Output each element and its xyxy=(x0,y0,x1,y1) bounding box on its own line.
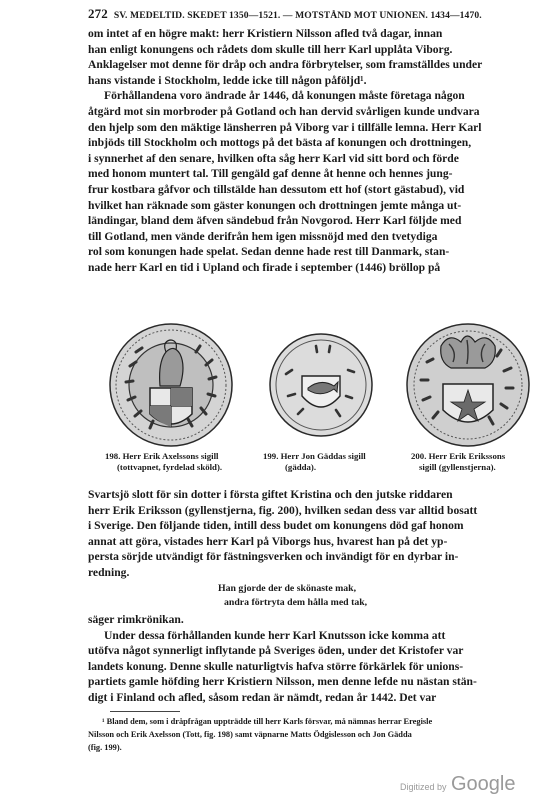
text-line: frur kostbara gåfvor och tillstälde han dessutom ett hof (stort gästabud), vid xyxy=(88,182,465,196)
figure-captions xyxy=(105,451,535,481)
seal-figures xyxy=(108,322,508,452)
text-line: partiets gamle höfding herr Kristiern Nilsson, men denne lefde nu nästan stän- xyxy=(88,675,477,689)
watermark-brand: Google xyxy=(450,773,516,795)
running-header xyxy=(88,6,528,22)
seal-gadda-icon xyxy=(268,332,374,438)
figure-caption-198 xyxy=(105,451,222,473)
text-line: landets konung. Denne skulle naturligtvis hafva större förkärlek för unions- xyxy=(88,659,464,673)
seal-gyllenstjerna-icon xyxy=(405,322,531,448)
verse-quote xyxy=(218,582,478,610)
body-text-top xyxy=(88,26,528,276)
text-line: nade herr Karl en tid i Upland och firade i september (1446) bröllop på xyxy=(88,260,441,274)
text-line: Under dessa förhållanden kunde herr Karl Knutsson icke komma att xyxy=(104,628,446,642)
text-line: i Sverige. Den följande tiden, intill dess budet om konungens död gaf honom xyxy=(88,519,464,533)
body-text-low xyxy=(88,612,528,706)
text-line: om intet af en högre makt: herr Kristiern Nilsson afled två dagar, innan xyxy=(88,27,443,40)
figure-caption-200 xyxy=(411,451,505,473)
text-line: åtgärd mot sin morbroder på Gotland och han dervid svårligen kunde undvara xyxy=(88,104,480,118)
caption-line: 199. Herr Jon Gäddas sigill xyxy=(263,451,366,461)
text-line: han enligt konungens och rådets dom skulle till herr Karl upplåta Viborg. xyxy=(88,42,453,56)
footnote-line: (fig. 199). xyxy=(88,743,122,752)
text-line: med honom muntert tal. Till gengäld gaf denne åt henne och hennes jung- xyxy=(88,167,453,181)
verse-line: Han gjorde der de skönaste mak, xyxy=(218,583,357,594)
text-line: den hjelp som den mäktige länsherren på Viborg var i tillfälle lemna. Herr Karl xyxy=(88,120,482,134)
footnote-line: Nilsson och Erik Axelsson (Tott, fig. 198) samt väpnarne Matts Ödgislesson och Jon Gädda xyxy=(88,730,412,739)
text-line: redning. xyxy=(88,565,130,579)
text-line: inbjöds till Stockholm och mottogs på det bästa af konungen och drottningen, xyxy=(88,136,472,150)
footnote-line: ¹ Bland dem, som i dråpfrågan uppträdde till herr Karls försvar, må nämnas herrar Eregisle xyxy=(102,717,433,726)
text-line: i synnerhet af den senare, hvilken ofta såg herr Karl vid sitt bord och förde xyxy=(88,151,459,165)
watermark-prefix: Digitized by xyxy=(400,782,447,792)
page-number: 272 xyxy=(88,6,108,21)
caption-line: 198. Herr Erik Axelssons sigill xyxy=(105,451,219,461)
caption-line: sigill (gyllenstjerna). xyxy=(419,462,496,472)
caption-line: (tottvapnet, fyrdelad sköld). xyxy=(117,462,223,472)
text-line: Förhållandena voro ändrade år 1446, då konungen måste företaga någon xyxy=(104,89,465,103)
footnote xyxy=(88,715,528,754)
text-line: digt i Finland och afled, såsom redan är nämdt, redan år 1442. Det var xyxy=(88,690,437,704)
google-watermark xyxy=(400,773,515,796)
text-line: hans vistande i Stockholm, ledde icke till någon påföljd¹. xyxy=(88,73,367,87)
text-line: rol som konungen hade spelat. Sedan denne hade rest till Danmark, stan- xyxy=(88,245,450,259)
caption-line: 200. Herr Erik Erikssons xyxy=(411,451,506,461)
text-line: Svartsjö slott för sin dotter i första giftet Kristina och den jutske riddaren xyxy=(88,488,453,501)
caption-line: (gädda). xyxy=(285,462,317,472)
seal-tott-icon xyxy=(108,322,234,448)
text-line: utöfva något synnerligt inflytande på Sveriges öden, under det Kristofer var xyxy=(88,644,464,658)
text-line: till Gotland, men vände derifrån hem igen missnöjd med den tvetydiga xyxy=(88,229,438,243)
footnote-rule xyxy=(110,711,180,712)
text-line: hvilket han räknade som gäster konungen och drottningen jemte många ut- xyxy=(88,198,462,212)
verse-line: andra förtryta dem hålla med tak, xyxy=(224,597,368,608)
running-title: SV. MEDELTID. SKEDET 1350—1521. — MOTSTÅND MOT UNIONEN. 1434—1470. xyxy=(113,10,482,21)
text-line: annat att göra, vistades herr Karl på Viborgs hus, hvarest han på det yp- xyxy=(88,534,448,548)
body-text-mid xyxy=(88,487,528,581)
text-line: persta sörjde utvändigt för fästningsverken och invändigt för en dyrbar in- xyxy=(88,550,459,564)
text-line: Anklagelser mot denne för dråp och andra förbrytelser, som framställdes under xyxy=(88,58,483,72)
text-line: säger rimkrönikan. xyxy=(88,613,184,626)
figure-caption-199 xyxy=(263,451,366,473)
text-line: herr Erik Eriksson (gyllenstjerna, fig. 200), hvilken sedan dess var alltid bosatt xyxy=(88,503,478,517)
text-line: ländingar, bland dem äfven sändebud från Novgorod. Herr Karl följde med xyxy=(88,214,462,228)
